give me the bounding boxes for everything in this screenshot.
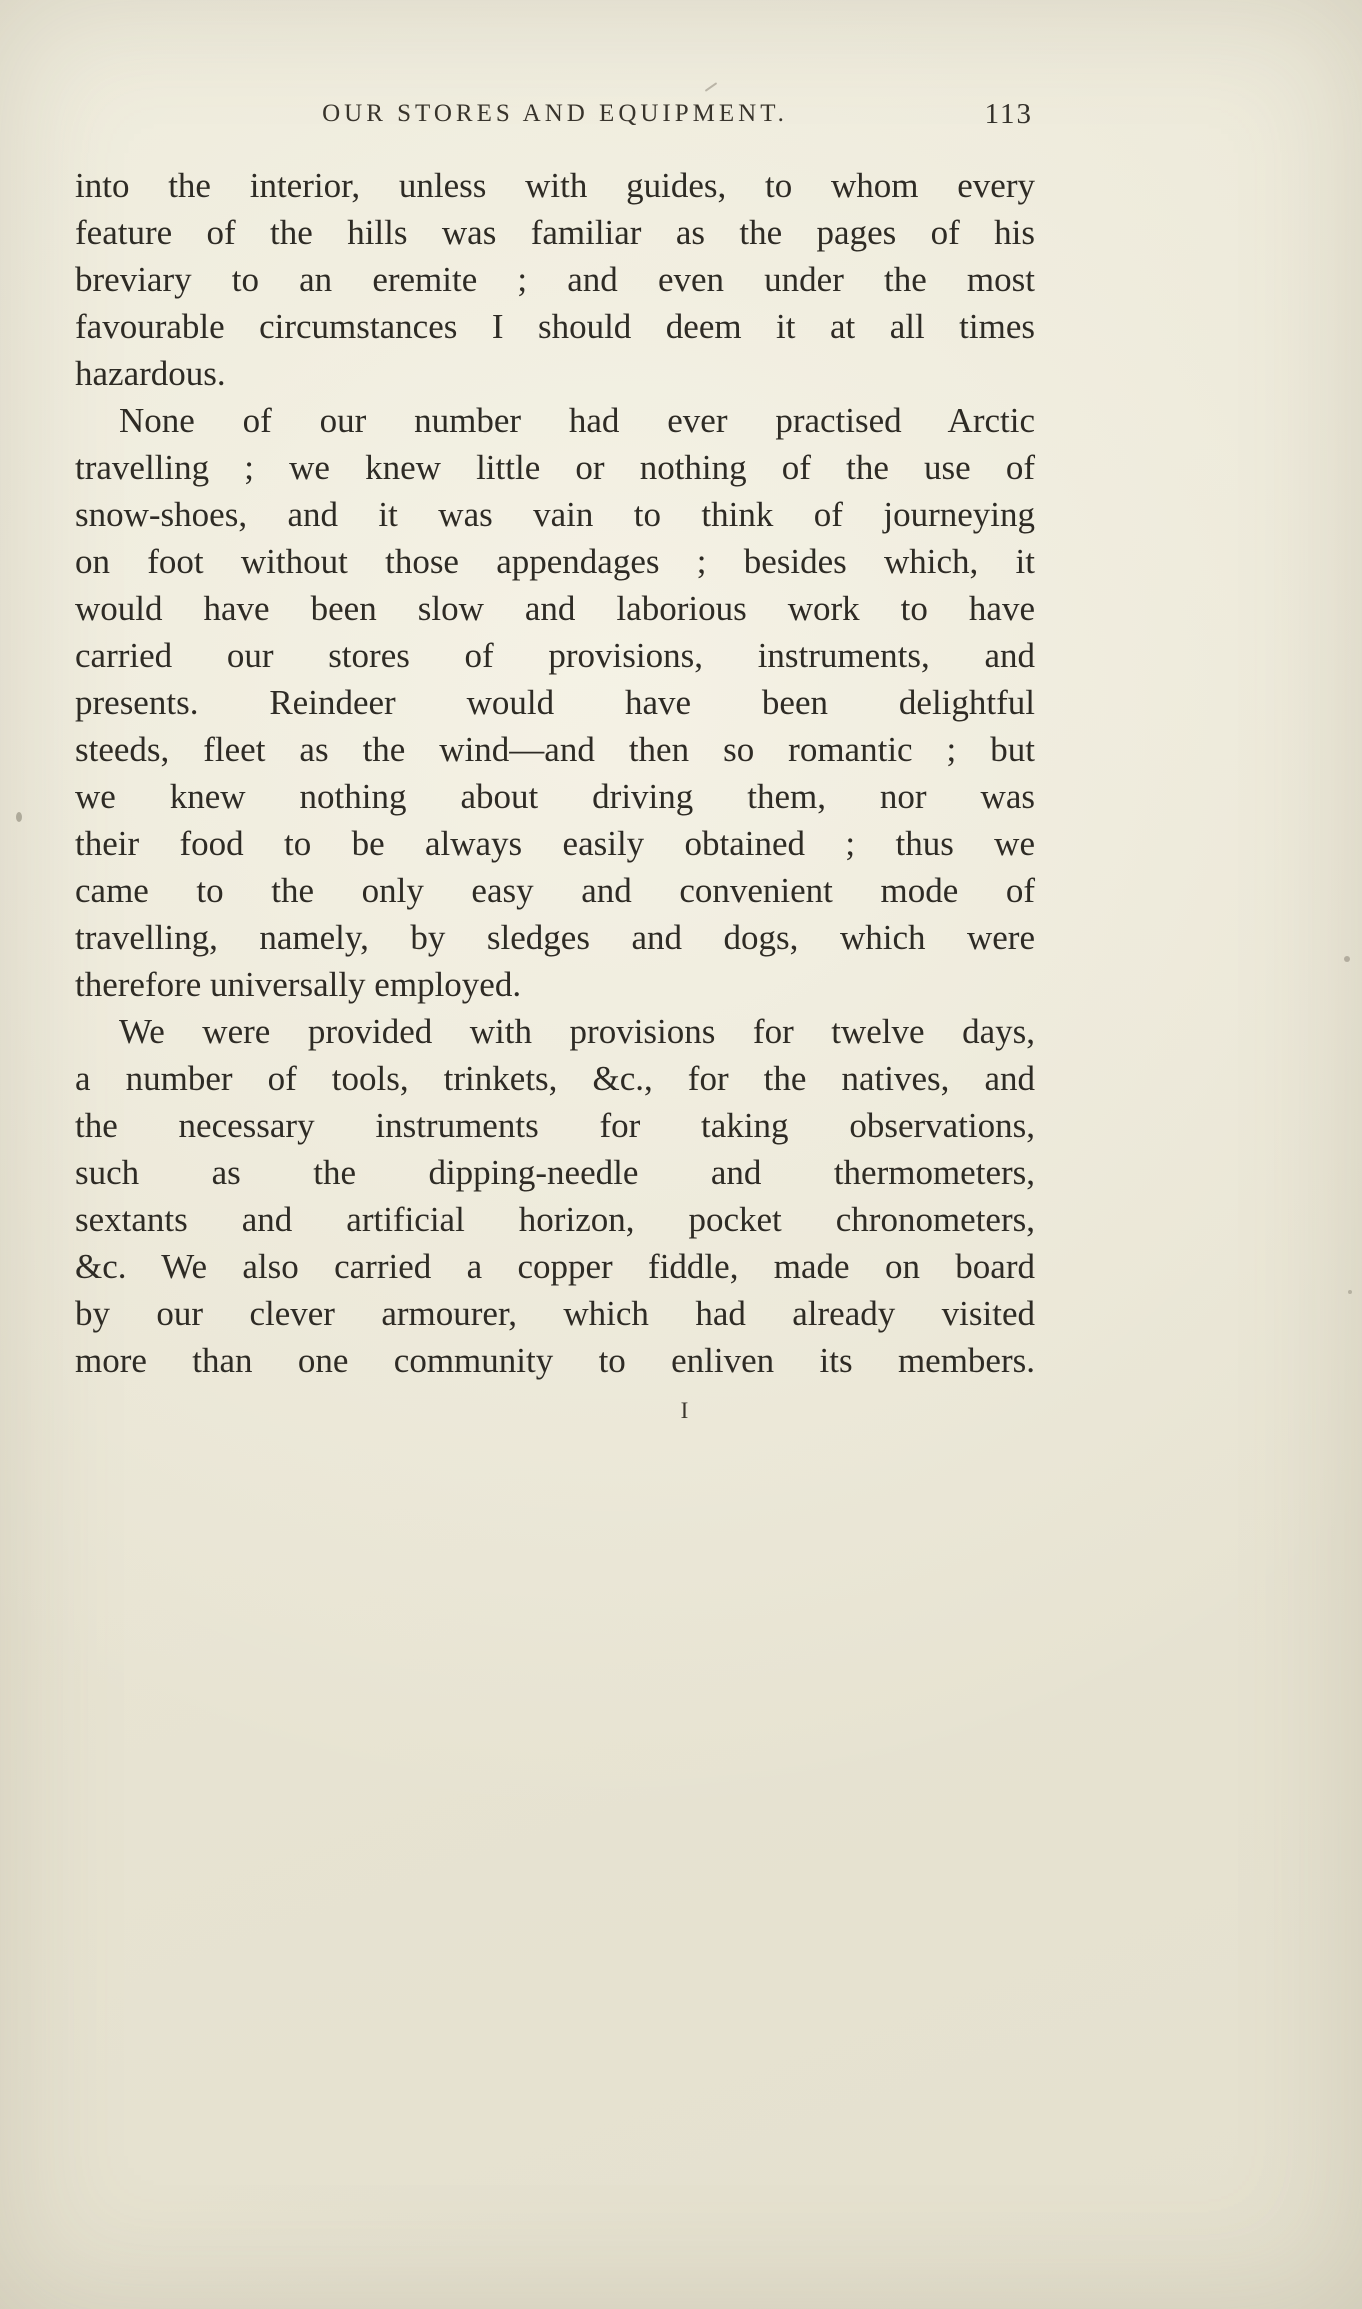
running-title: OUR STORES AND EQUIPMENT. <box>322 100 788 127</box>
scan-speck <box>1344 956 1350 962</box>
text-line: We were provided with provisions for twelve days, <box>119 1012 1035 1051</box>
text-line: would have been slow and laborious work to have <box>75 589 1035 628</box>
text-line: travelling, namely, by sledges and dogs, which were <box>75 918 1035 957</box>
text-line: travelling ; we knew little or nothing of the use of <box>75 448 1035 487</box>
text-line: hazardous. <box>75 354 226 393</box>
scan-speck <box>1348 1290 1352 1294</box>
scan-speck <box>16 812 22 822</box>
text-line: breviary to an eremite ; and even under the most <box>75 260 1035 299</box>
text-line: &c. We also carried a copper fiddle, made on board <box>75 1247 1035 1286</box>
text-line: feature of the hills was familiar as the pages of his <box>75 213 1035 252</box>
signature-row <box>75 1398 1035 1424</box>
text-line: favourable circumstances I should deem it at all times <box>75 307 1035 346</box>
text-line: snow-shoes, and it was vain to think of journeying <box>75 495 1035 534</box>
text-line: presents. Reindeer would have been delightful <box>75 683 1035 722</box>
text-line: by our clever armourer, which had already visited <box>75 1294 1035 1333</box>
text-line: into the interior, unless with guides, to whom every <box>75 166 1035 205</box>
text-line: therefore universally employed. <box>75 965 522 1004</box>
text-line: the necessary instruments for taking observations, <box>75 1106 1035 1145</box>
text-line: steeds, fleet as the wind—and then so romantic ; but <box>75 730 1035 769</box>
text-line: on foot without those appendages ; besides which, it <box>75 542 1035 581</box>
text-block <box>75 96 1035 1424</box>
paragraph <box>75 397 1035 1008</box>
page-header <box>75 96 1035 138</box>
text-line: more than one community to enliven its members. <box>75 1341 1035 1380</box>
text-line: such as the dipping-needle and thermometers, <box>75 1153 1035 1192</box>
page-number: 113 <box>984 98 1033 130</box>
text-line: carried our stores of provisions, instruments, and <box>75 636 1035 675</box>
text-line: None of our number had ever practised Arctic <box>119 401 1035 440</box>
paragraph <box>75 162 1035 397</box>
paragraph <box>75 1008 1035 1384</box>
signature-mark: I <box>680 1398 690 1423</box>
scan-speck <box>705 82 718 92</box>
text-line: we knew nothing about driving them, nor was <box>75 777 1035 816</box>
text-line: sextants and artificial horizon, pocket chronometers, <box>75 1200 1035 1239</box>
text-line: came to the only easy and convenient mode of <box>75 871 1035 910</box>
text-line: a number of tools, trinkets, &c., for the natives, and <box>75 1059 1035 1098</box>
text-line: their food to be always easily obtained ; thus we <box>75 824 1035 863</box>
